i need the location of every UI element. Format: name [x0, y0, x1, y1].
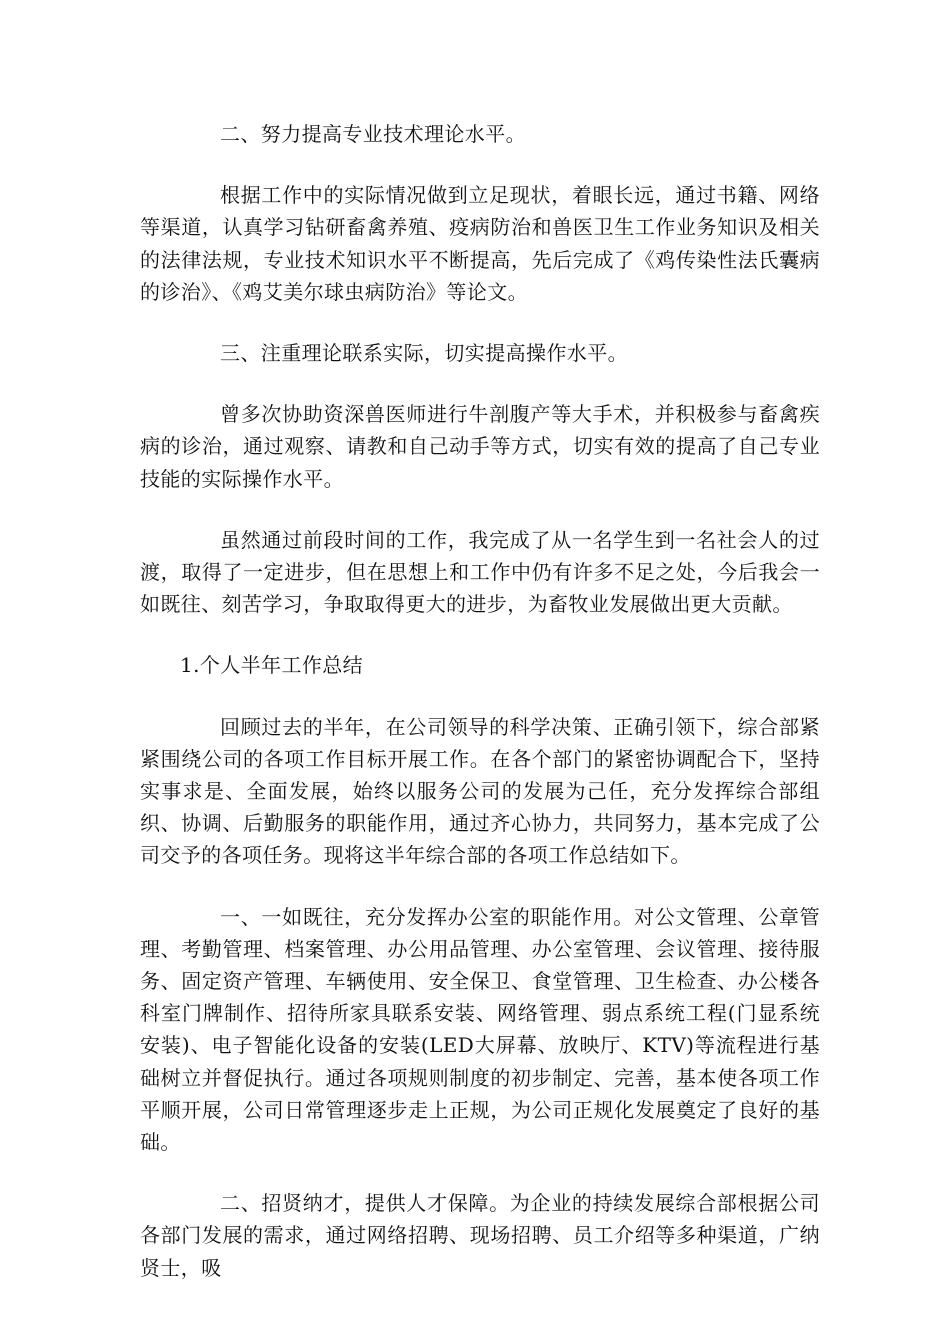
body-paragraph: 虽然通过前段时间的工作，我完成了从一名学生到一名社会人的过渡，取得了一定进步，但在思想上和工作中仍有许多不足之处，今后我会一如既往、刻苦学习，争取取得更大的进步，为畜牧业发展做出更大贡献。	[140, 527, 820, 617]
body-paragraph: 曾多次协助资深兽医师进行牛剖腹产等大手术，并积极参与畜禽疾病的诊治，通过观察、请教和自己动手等方式，切实有效的提高了自己专业技能的实际操作水平。	[140, 402, 820, 491]
body-paragraph: 根据工作中的实际情况做到立足现状，着眼长远，通过书籍、网络等渠道，认真学习钻研畜禽养殖、疫病防治和兽医卫生工作业务知识及相关的法律法规，专业技术知识水平不断提高，先后完成了《鸡传染性法氏囊病的诊治》、《鸡艾美尔球虫病防治》等论文。	[140, 183, 820, 304]
numbered-heading: 1.个人半年工作总结	[180, 653, 364, 678]
section-heading: 三、注重理论联系实际，切实提高操作水平。	[220, 341, 628, 366]
body-paragraph: 二、招贤纳才，提供人才保障。为企业的持续发展综合部根据公司各部门发展的需求，通过网络招聘、现场招聘、员工介绍等多种渠道，广纳贤士，吸	[140, 1191, 820, 1280]
section-heading: 二、努力提高专业技术理论水平。	[220, 122, 526, 146]
body-paragraph: 回顾过去的半年，在公司领导的科学决策、正确引领下，综合部紧紧围绕公司的各项工作目标开展工作。在各个部门的紧密协调配合下，坚持实事求是、全面发展，始终以服务公司的发展为己任，充分发挥综合部组织、协调、后勤服务的职能作用，通过齐心协力，共同努力，基本完成了公司交予的各项任务。现将这半年综合部的各项工作总结如下。	[140, 714, 820, 868]
document-body	[140, 118, 820, 1313]
body-paragraph: 一、一如既往，充分发挥办公室的职能作用。对公文管理、公章管理、考勤管理、档案管理、办公用品管理、办公室管理、会议管理、接待服务、固定资产管理、车辆使用、安全保卫、食堂管理、卫生检查、办公楼各科室门牌制作、招待所家具联系安装、网络管理、弱点系统工程(门显系统安装)、电子智能化设备的安装(LED大屏幕、放映厅、KTV)等流程进行基础树立并督促执行。通过各项规则制度的初步制定、完善，基本使各项工作平顺开展，公司日常管理逐步走上正规，为公司正规化发展奠定了良好的基础。	[140, 904, 820, 1155]
